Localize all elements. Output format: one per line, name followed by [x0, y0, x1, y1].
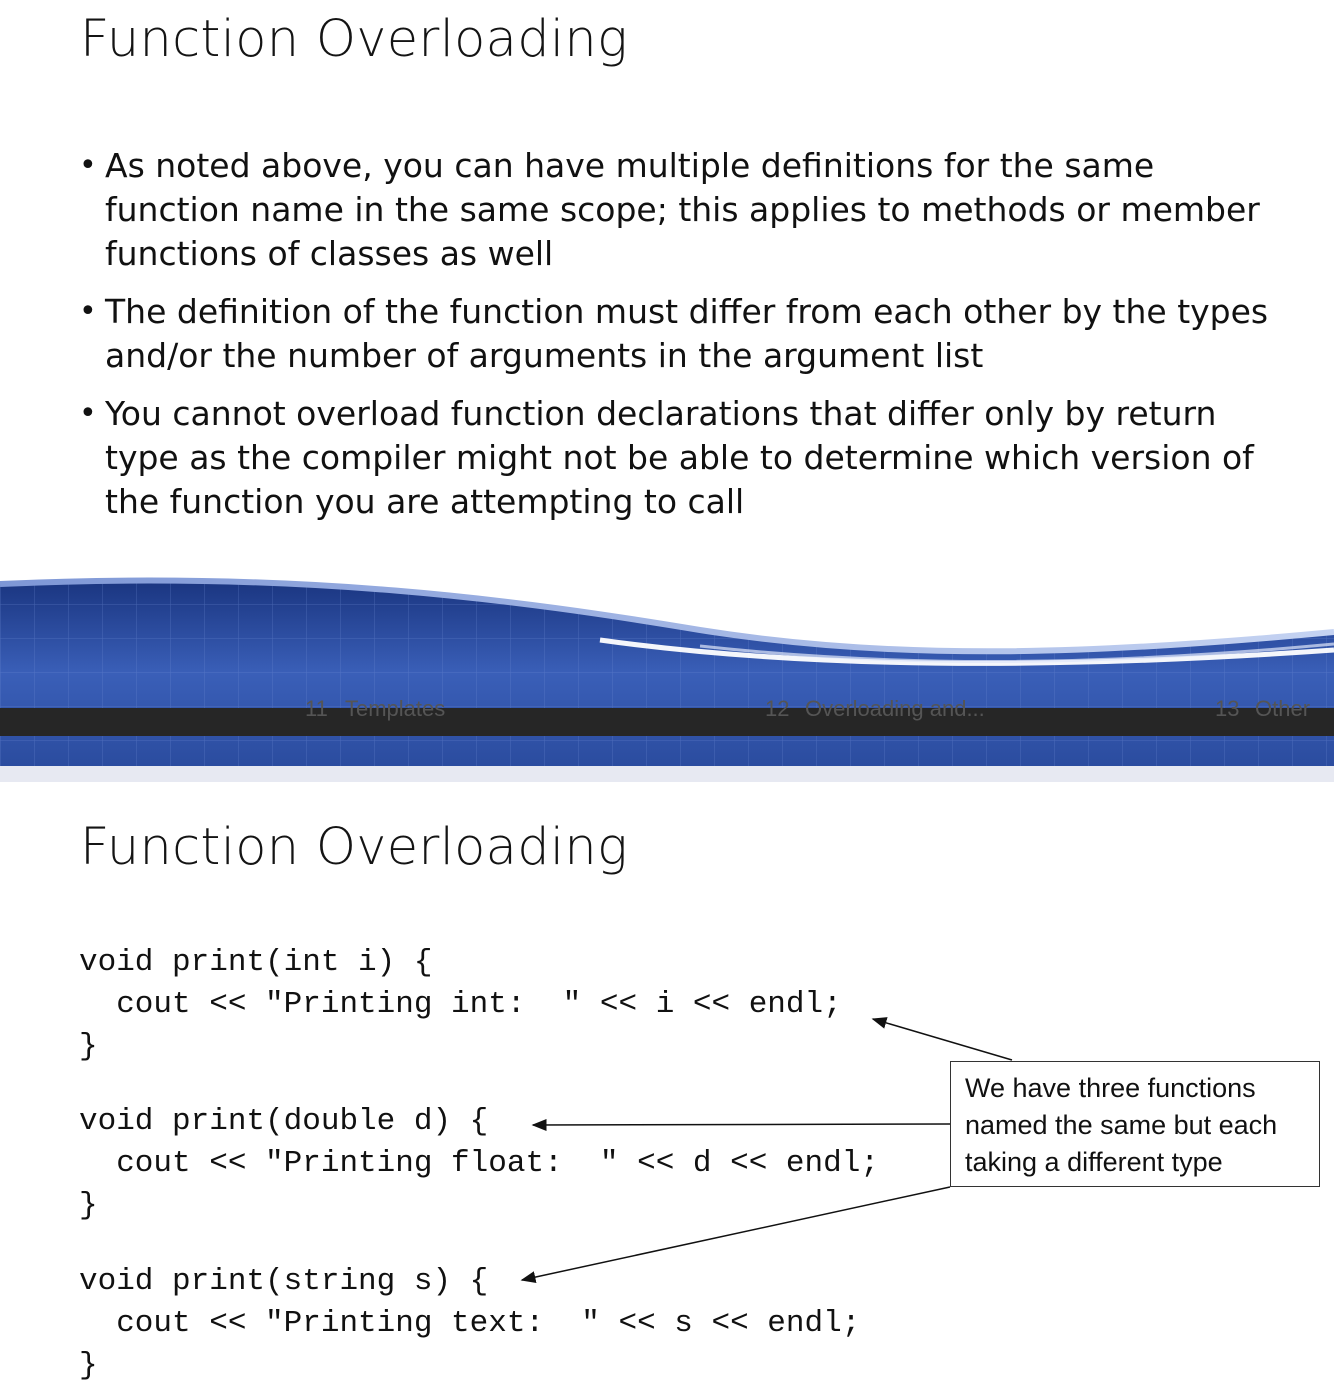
- code-line: void print(int i) {: [79, 945, 433, 980]
- bullet-item: • You cannot overload function declarations that differ only by return type as the compiler might not be able to determine which version of the function you are attempting to call: [79, 394, 1254, 521]
- arrow-to-int: [873, 1019, 1012, 1060]
- bullet-icon: •: [79, 294, 97, 329]
- svg-text:12: 12: [765, 696, 790, 721]
- bullet-item: • As noted above, you can have multiple definitions for the same function name in the same scope; this applies to methods or member functions of classes as well: [79, 146, 1260, 273]
- slide-title: Function Overloading: [80, 10, 628, 69]
- svg-text:Templates: Templates: [345, 696, 446, 721]
- callout-box: We have three functions named the same but each taking a different type: [950, 1061, 1320, 1187]
- svg-text:Overloading and...: Overloading and...: [805, 696, 985, 721]
- bullet-item: • The definition of the function must differ from each other by the types and/or the number of arguments in the argument list: [79, 292, 1269, 375]
- code-line: cout << "Printing int: " << i << endl;: [79, 987, 842, 1022]
- bullet-icon: •: [79, 148, 97, 183]
- slide-title: Function Overloading: [80, 818, 628, 877]
- code-line: }: [79, 1188, 98, 1223]
- code-line: }: [79, 1348, 98, 1383]
- code-line: cout << "Printing text: " << s << endl;: [79, 1306, 861, 1341]
- bullet-icon: •: [79, 396, 97, 431]
- svg-text:11: 11: [305, 696, 328, 721]
- code-line: void print(double d) {: [79, 1104, 489, 1139]
- arrow-to-string: [522, 1187, 950, 1280]
- svg-text:Other: Other: [1255, 696, 1311, 721]
- code-line: cout << "Printing float: " << d << endl;: [79, 1146, 879, 1181]
- svg-text:13: 13: [1215, 696, 1240, 721]
- code-line: }: [79, 1029, 98, 1064]
- code-line: void print(string s) {: [79, 1264, 489, 1299]
- arrow-to-double: [533, 1124, 950, 1125]
